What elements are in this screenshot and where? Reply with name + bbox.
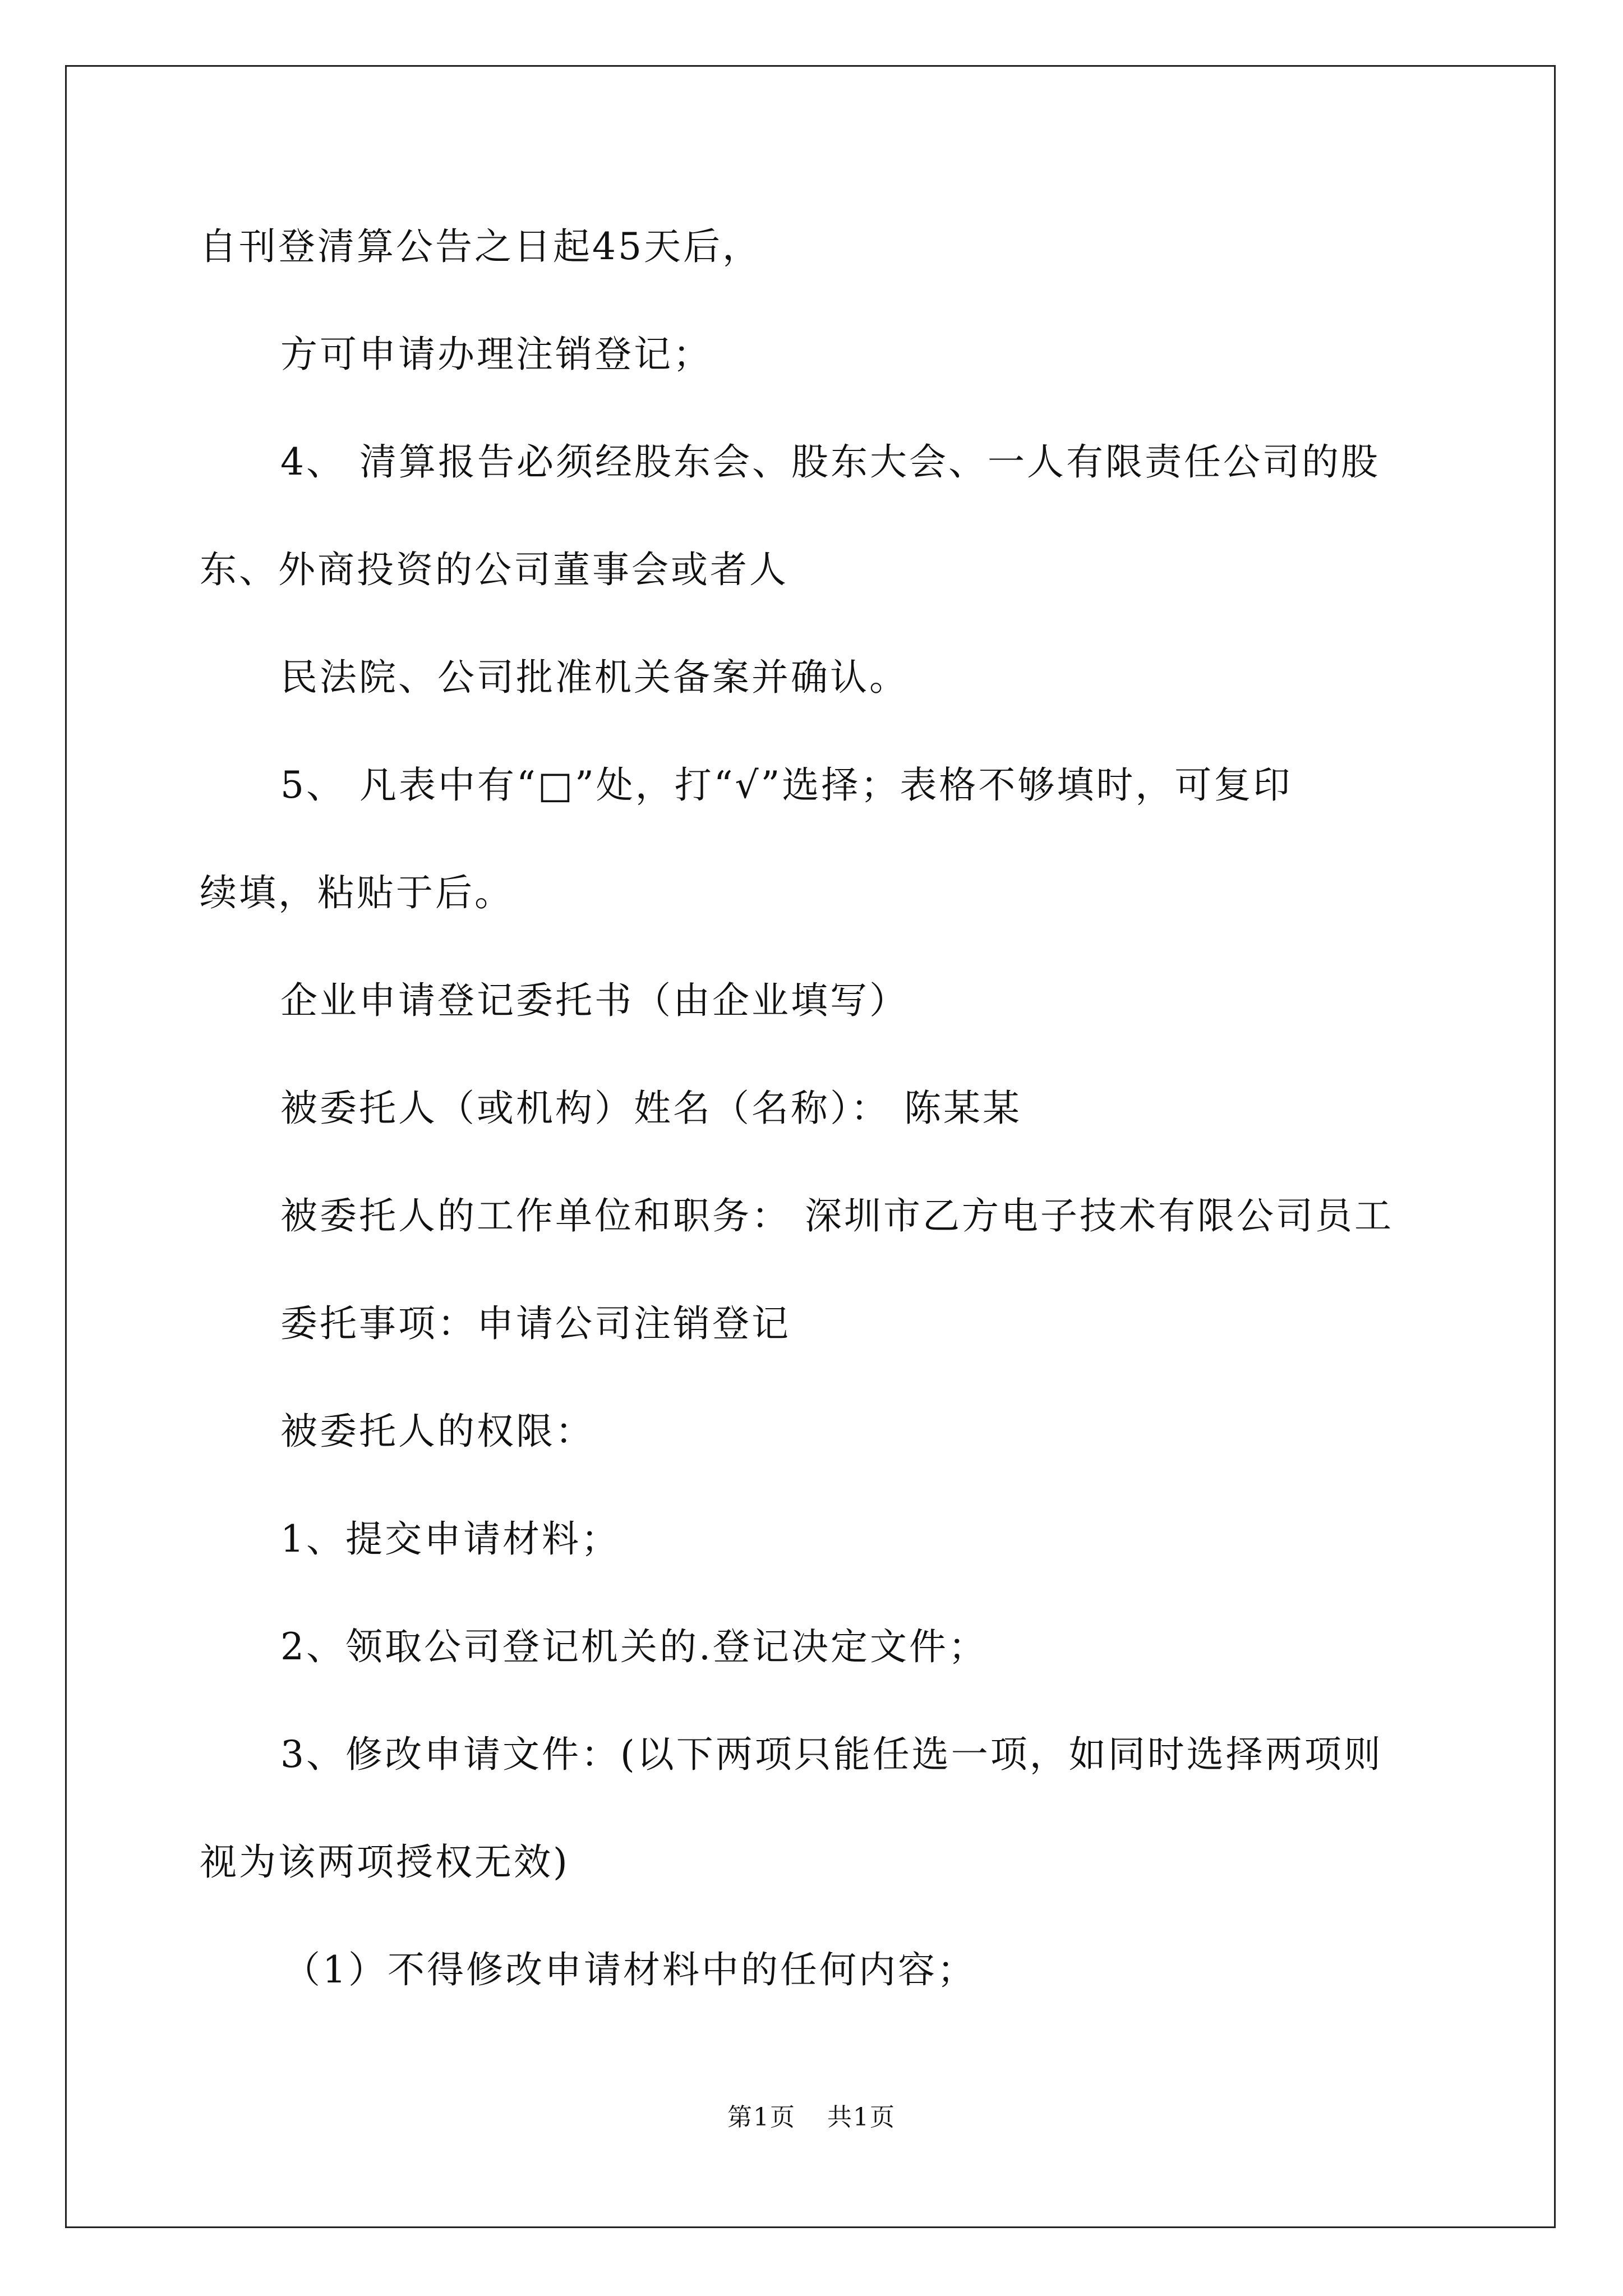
text-line-13: 1、提交申请材料； [280,1517,620,1561]
text-line-17: （1）不得修改申请材料中的任何内容； [283,1948,976,1991]
page-border [65,65,1556,2228]
text-line-3: 4、 清算报告必须经股东会、股东大会、一人有限责任公司的股 [280,440,1380,484]
text-line-1: 自刊登清算公告之日起45天后， [200,225,762,268]
page-number: 第1页 [727,2103,796,2132]
text-line-5: 民法院、公司批准机关备案并确认。 [280,656,909,699]
text-line-12: 被委托人的权限： [280,1410,594,1453]
text-line-16: 视为该两项授权无效) [200,1841,570,1884]
text-line-11: 委托事项：申请公司注销登记 [280,1302,791,1345]
text-line-10: 被委托人的工作单位和职务： 深圳市乙方电子技术有限公司员工 [280,1194,1394,1237]
text-line-15: 3、修改申请文件：(以下两项只能任选一项，如同时选择两项则 [280,1733,1383,1776]
text-line-14: 2、领取公司登记机关的.登记决定文件； [280,1625,988,1668]
text-line-4: 东、外商投资的公司董事会或者人 [200,548,789,591]
page-footer [0,2101,1623,2134]
page-total: 共1页 [827,2103,896,2132]
text-line-2: 方可申请办理注销登记； [280,333,712,376]
text-line-7: 续填，粘贴于后。 [200,871,514,914]
text-line-9: 被委托人（或机构）姓名（名称）： 陈某某 [280,1087,1022,1130]
text-line-6: 5、 凡表中有“□”处，打“√”选择；表格不够填时，可复印 [280,763,1293,807]
text-line-8: 企业申请登记委托书（由企业填写） [280,979,909,1022]
